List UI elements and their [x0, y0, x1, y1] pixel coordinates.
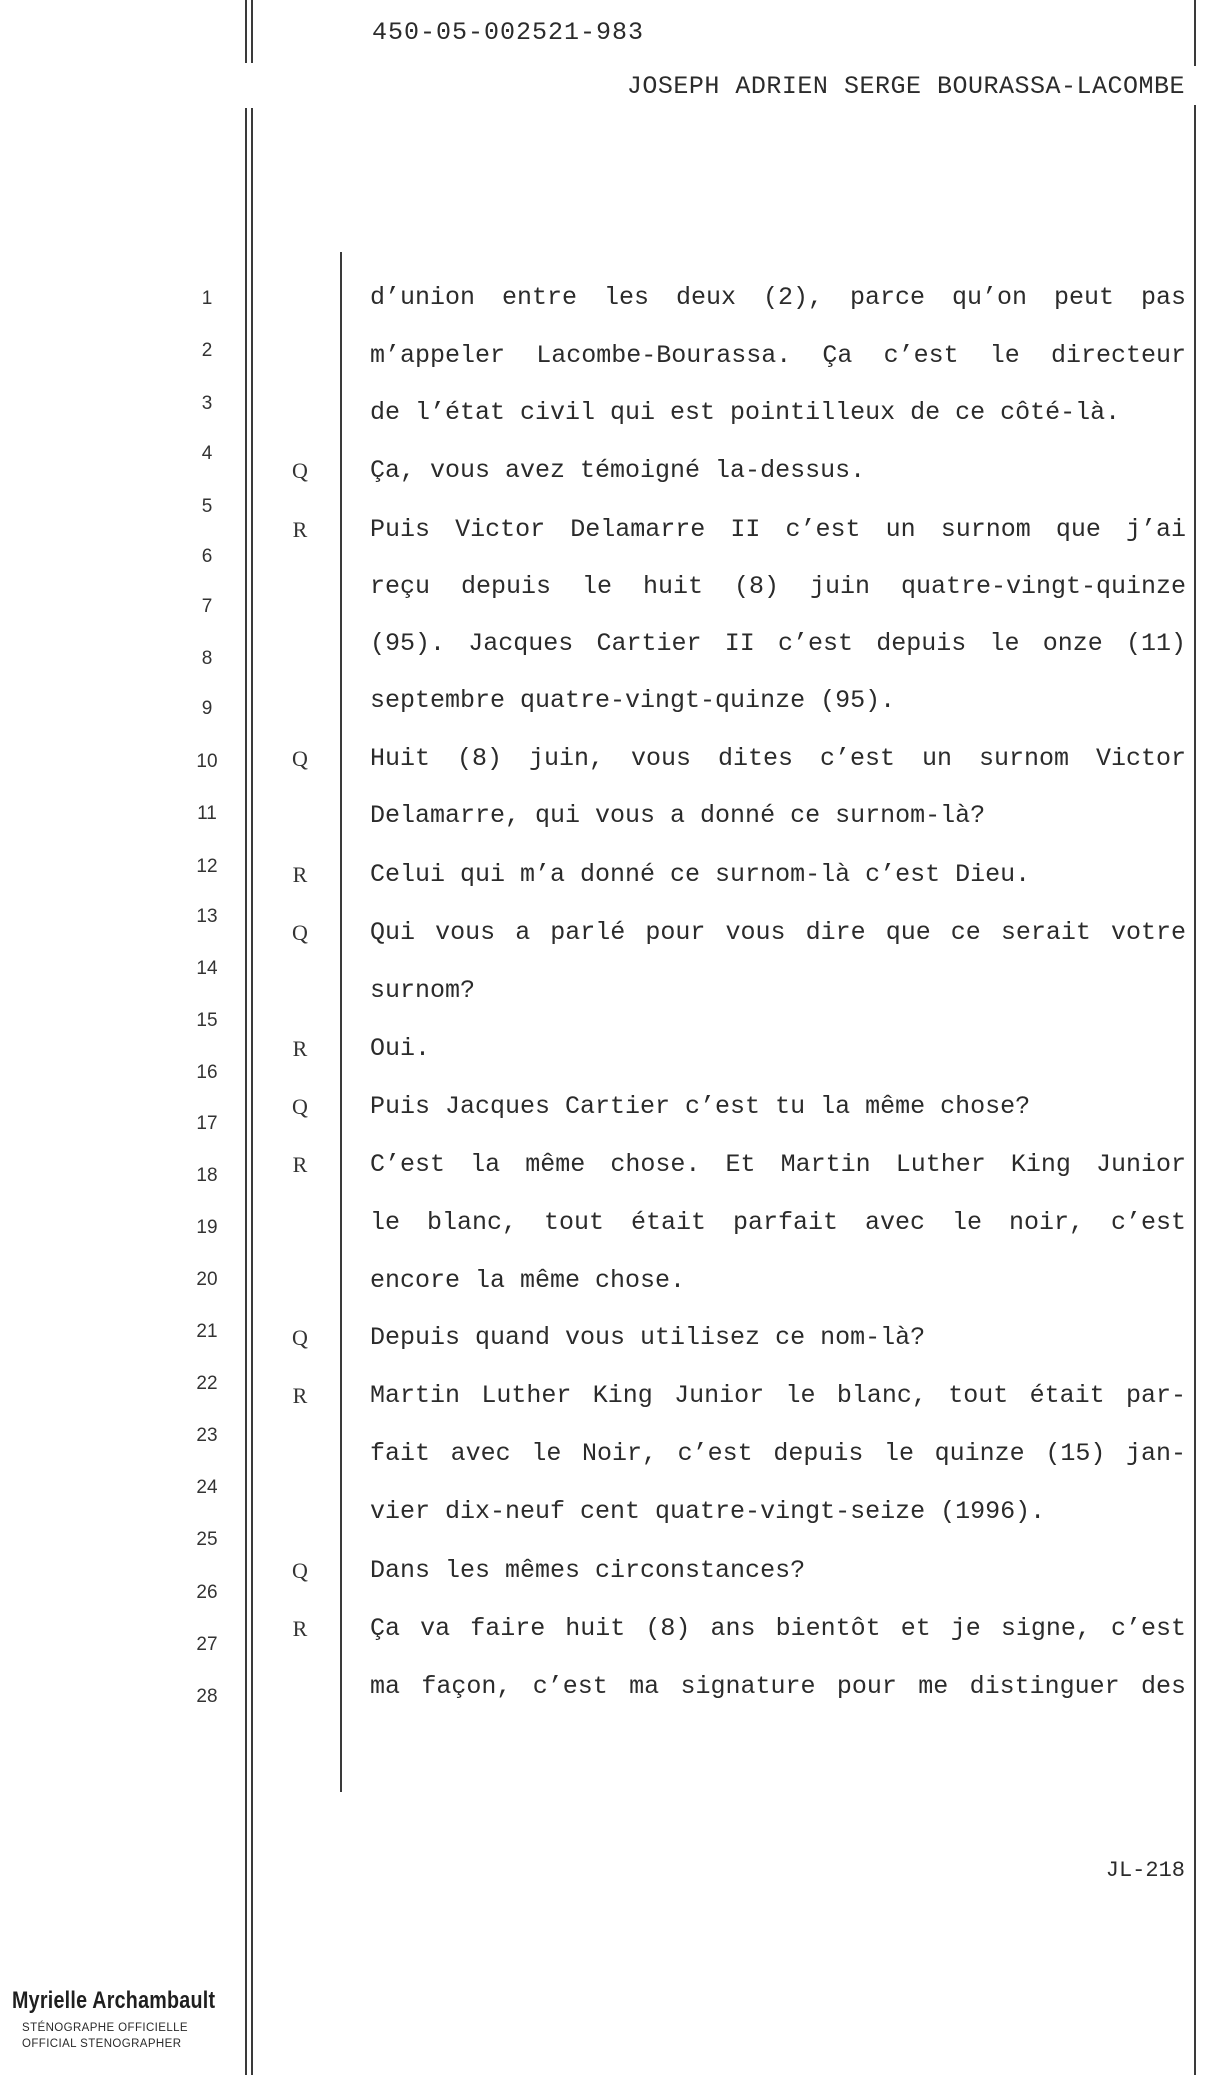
transcript-line: Oui. — [370, 1034, 431, 1063]
speaker-marker: Q — [292, 1094, 308, 1119]
left-margin-rule-outer-lower — [245, 108, 247, 2075]
speaker-marker: R — [292, 862, 308, 887]
transcript-line: fait avec le Noir, c’est depuis le quinze (15) jan- — [370, 1439, 1186, 1468]
line-number: 11 — [197, 803, 217, 824]
line-number: 16 — [196, 1062, 218, 1083]
line-number: 21 — [196, 1321, 218, 1342]
reporter-title-english: OFFICIAL STENOGRAPHER — [22, 2038, 182, 2050]
transcript-line: Depuis quand vous utilisez ce nom-là? — [370, 1323, 926, 1352]
line-number: 10 — [196, 751, 218, 772]
right-margin-rule-top — [1194, 0, 1196, 66]
transcript-line: surnom? — [370, 976, 476, 1005]
speaker-marker: Q — [292, 746, 308, 771]
transcript-line: Ça, vous avez témoigné la-dessus. — [370, 456, 866, 485]
transcript-line: Qui vous a parlé pour vous dire que ce serait votre — [370, 918, 1186, 947]
transcript-line: (95). Jacques Cartier II c’est depuis le onze (11) — [370, 629, 1186, 658]
line-number: 27 — [196, 1634, 218, 1655]
line-number: 8 — [201, 648, 213, 669]
case-number: 450-05-002521-983 — [372, 18, 645, 47]
transcript-line: m’appeler Lacombe-Bourassa. Ça c’est le directeur — [370, 341, 1186, 370]
transcript-line: le blanc, tout était parfait avec le noir, c’est — [370, 1208, 1186, 1237]
speaker-marker: R — [292, 1616, 308, 1641]
transcript-line: Puis Jacques Cartier c’est tu la même chose? — [370, 1092, 1031, 1121]
line-number: 22 — [196, 1373, 218, 1394]
line-number: 19 — [196, 1217, 218, 1238]
right-margin-rule — [1194, 105, 1196, 2075]
line-number: 3 — [201, 393, 213, 414]
transcript-line: Puis Victor Delamarre II c’est un surnom que j’ai — [370, 515, 1186, 544]
line-number: 28 — [196, 1686, 218, 1707]
speaker-marker: Q — [292, 1558, 308, 1583]
line-number: 2 — [201, 340, 213, 361]
speaker-marker: Q — [292, 1325, 308, 1350]
line-number: 23 — [196, 1425, 218, 1446]
page-code: JL-218 — [1105, 1858, 1185, 1883]
line-number: 6 — [201, 546, 213, 567]
transcript-line: Huit (8) juin, vous dites c’est un surnom Victor — [370, 744, 1186, 773]
witness-name: JOSEPH ADRIEN SERGE BOURASSA-LACOMBE — [626, 72, 1185, 101]
speaker-marker: Q — [292, 458, 308, 483]
line-number: 9 — [201, 698, 213, 719]
line-number: 20 — [196, 1269, 218, 1290]
line-number: 5 — [201, 496, 213, 517]
speaker-marker: R — [292, 1036, 308, 1061]
line-number: 17 — [196, 1113, 218, 1134]
line-number: 15 — [196, 1010, 218, 1031]
speaker-marker: R — [292, 1383, 308, 1408]
transcript-line: ma façon, c’est ma signature pour me distinguer des — [370, 1672, 1186, 1701]
line-number: 24 — [196, 1477, 218, 1498]
transcript-line: Dans les mêmes circonstances? — [370, 1556, 806, 1585]
reporter-title-french: STÉNOGRAPHE OFFICIELLE — [22, 2022, 188, 2034]
transcript-line: Delamarre, qui vous a donné ce surnom-là? — [370, 801, 986, 830]
transcript-line: de l’état civil qui est pointilleux de ce côté-là. — [370, 398, 1121, 427]
text-margin-rule — [340, 252, 342, 1792]
line-number: 14 — [196, 958, 218, 979]
line-number: 7 — [201, 596, 213, 617]
transcript-line: septembre quatre-vingt-quinze (95). — [370, 686, 896, 715]
left-margin-rule-outer — [245, 0, 247, 63]
line-number: 13 — [196, 906, 218, 927]
speaker-marker: Q — [292, 920, 308, 945]
left-margin-rule-inner-lower — [251, 108, 253, 2075]
transcript-line: Ça va faire huit (8) ans bientôt et je signe, c’est — [370, 1614, 1186, 1643]
line-number: 18 — [196, 1165, 218, 1186]
reporter-name: Myrielle Archambault — [12, 1987, 216, 2014]
left-margin-rule-inner — [251, 0, 253, 63]
transcript-line: C’est la même chose. Et Martin Luther King Junior — [370, 1150, 1186, 1179]
transcript-line: Martin Luther King Junior le blanc, tout était par- — [370, 1381, 1186, 1410]
line-number: 12 — [196, 856, 218, 877]
transcript-line: reçu depuis le huit (8) juin quatre-vingt-quinze — [370, 572, 1186, 601]
line-number: 4 — [201, 443, 213, 464]
speaker-marker: R — [292, 517, 308, 542]
transcript-line: Celui qui m’a donné ce surnom-là c’est Dieu. — [370, 860, 1031, 889]
speaker-marker: R — [292, 1152, 308, 1177]
transcript-line: encore la même chose. — [370, 1266, 686, 1295]
transcript-line: d’union entre les deux (2), parce qu’on peut pas — [370, 283, 1186, 312]
transcript-line: vier dix-neuf cent quatre-vingt-seize (1996). — [370, 1497, 1046, 1526]
line-number: 26 — [196, 1582, 218, 1603]
line-number: 1 — [201, 288, 213, 309]
line-number: 25 — [196, 1529, 218, 1550]
